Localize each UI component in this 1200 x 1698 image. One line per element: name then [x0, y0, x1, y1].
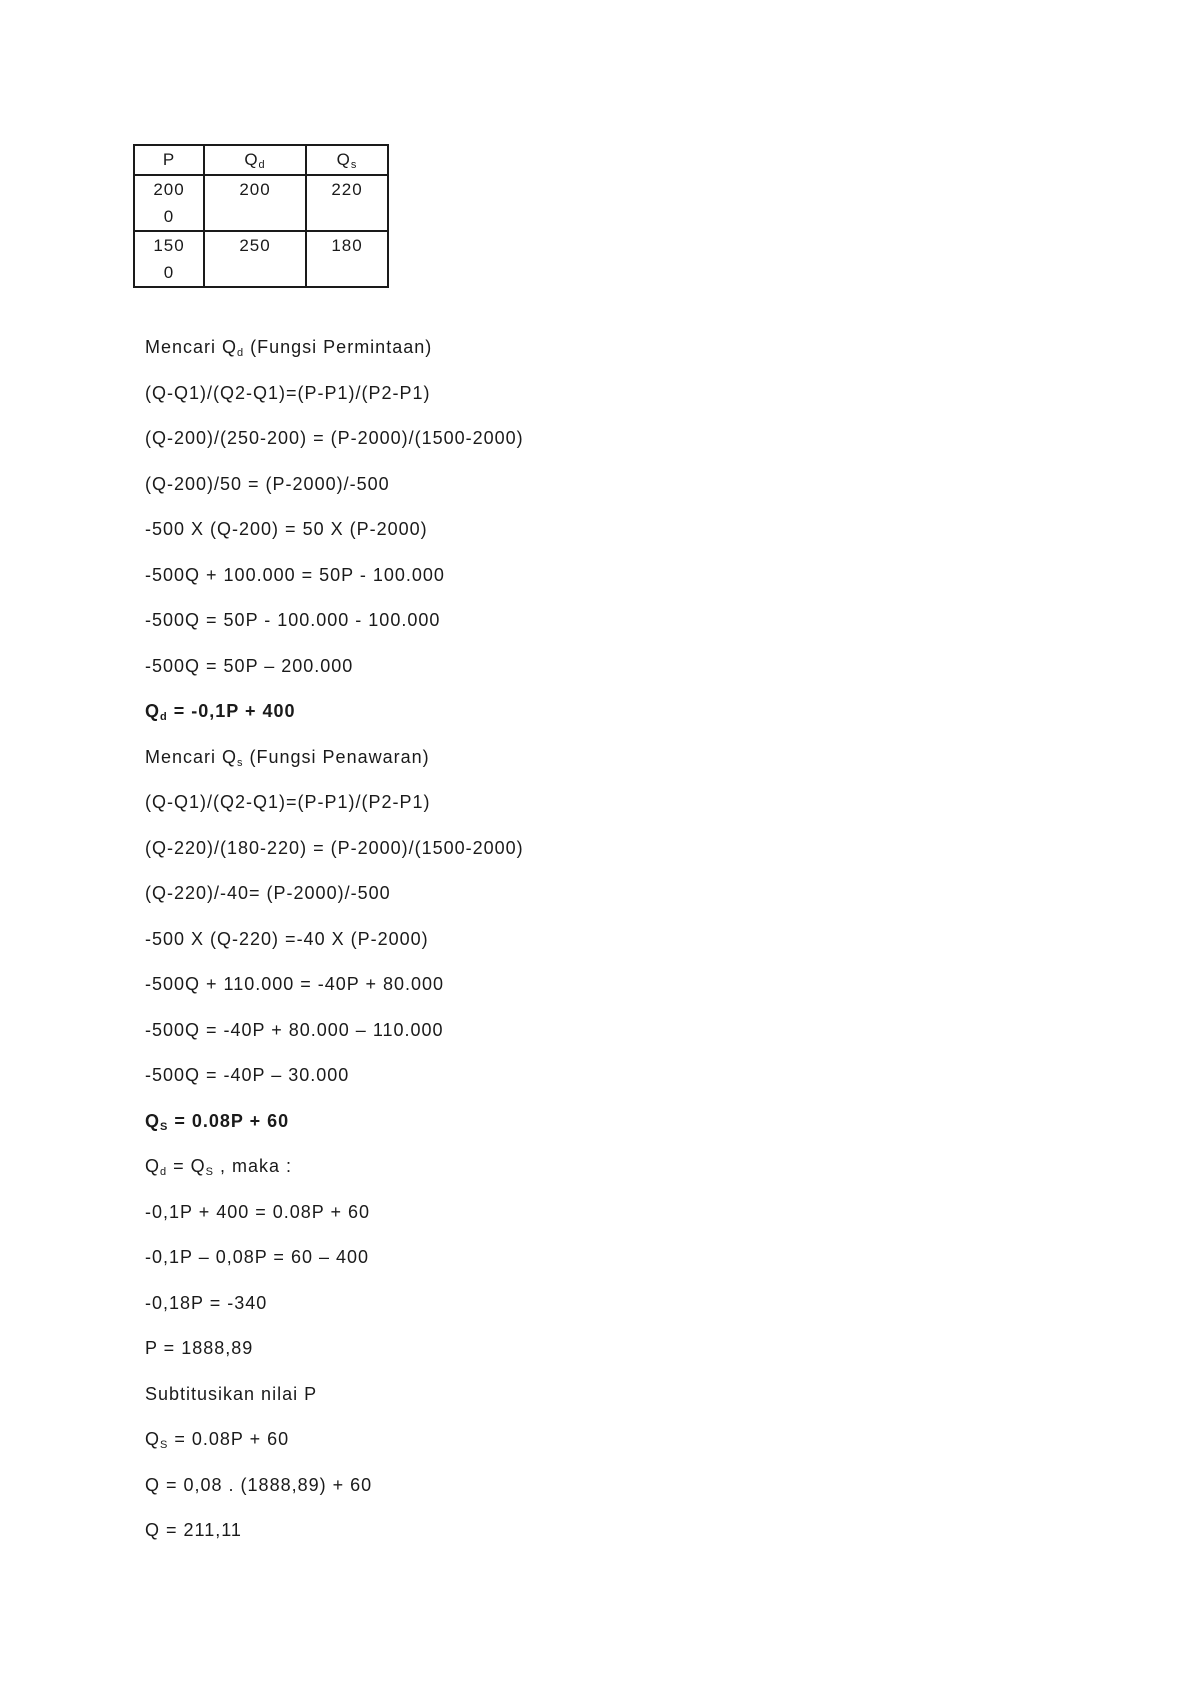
table-cell-qd: 200: [204, 175, 306, 231]
header-qd: $Q_d$: [204, 145, 306, 175]
demand-step: (Q-Q1)/(Q2-Q1)=(P-P1)/(P2-P1): [145, 382, 431, 403]
supply-step: -500Q = -40P + 80.000 – 110.000: [145, 1019, 444, 1040]
table-cell-qs: 220: [306, 175, 388, 231]
demand-heading: Mencari $Q_d$ (Fungsi Permintaan): [145, 337, 433, 359]
supply-heading: Mencari $Q_s$ (Fungsi Penawaran): [145, 746, 430, 769]
substitution-heading: Subtitusikan nilai P: [145, 1383, 318, 1404]
demand-step: (Q-200)/50 = (P-2000)/-500: [145, 473, 390, 494]
substitution-step: Q = 0,08 . (1888,89) + 60: [145, 1474, 373, 1495]
table-cell-qd: 250: [204, 231, 306, 287]
supply-step: (Q-220)/(180-220) = (P-2000)/(1500-2000): [145, 837, 524, 858]
table-row: [134, 175, 388, 231]
demand-step: -500Q + 100.000 = 50P - 100.000: [145, 564, 445, 585]
demand-step: -500 X (Q-200) = 50 X (P-2000): [145, 519, 428, 539]
calculation-text: [145, 332, 524, 1561]
demand-step: -500Q = 50P - 100.000 - 100.000: [145, 610, 441, 630]
equilibrium-step: -0,1P – 0,08P = 60 – 400: [145, 1247, 370, 1267]
supply-step: (Q-220)/-40= (P-2000)/-500: [145, 883, 391, 903]
equilibrium-step: -0,18P = -340: [145, 1292, 268, 1313]
supply-step: -500Q = -40P – 30.000: [145, 1065, 350, 1085]
demand-step: (Q-200)/(250-200) = (P-2000)/(1500-2000): [145, 428, 524, 448]
substitution-equation: $Q_S = 0.08P + 60$: [145, 1429, 290, 1451]
table-cell-p: 2000: [134, 175, 204, 231]
table-row: [134, 231, 388, 287]
supply-step: -500 X (Q-220) =-40 X (P-2000): [145, 928, 429, 949]
header-p: P: [134, 145, 204, 175]
table-cell-p: 1500: [134, 231, 204, 287]
demand-result: $Q_d = -0,1P + 400$: [145, 701, 296, 723]
header-qs: $Q_s$: [306, 145, 388, 175]
table-header-row: [134, 145, 388, 175]
supply-result: $Q_S = 0.08P + 60$: [145, 1110, 290, 1133]
equilibrium-step: P = 1888,89: [145, 1338, 254, 1358]
supply-step: (Q-Q1)/(Q2-Q1)=(P-P1)/(P2-P1): [145, 792, 431, 812]
table-cell-qs: 180: [306, 231, 388, 287]
substitution-step: Q = 211,11: [145, 1520, 242, 1540]
price-quantity-table: [133, 144, 389, 288]
demand-step: -500Q = 50P – 200.000: [145, 655, 354, 676]
equilibrium-step: -0,1P + 400 = 0.08P + 60: [145, 1201, 371, 1222]
supply-step: -500Q + 110.000 = -40P + 80.000: [145, 974, 445, 994]
equilibrium-heading: $Q_d = Q_S$ , maka :: [145, 1156, 293, 1178]
